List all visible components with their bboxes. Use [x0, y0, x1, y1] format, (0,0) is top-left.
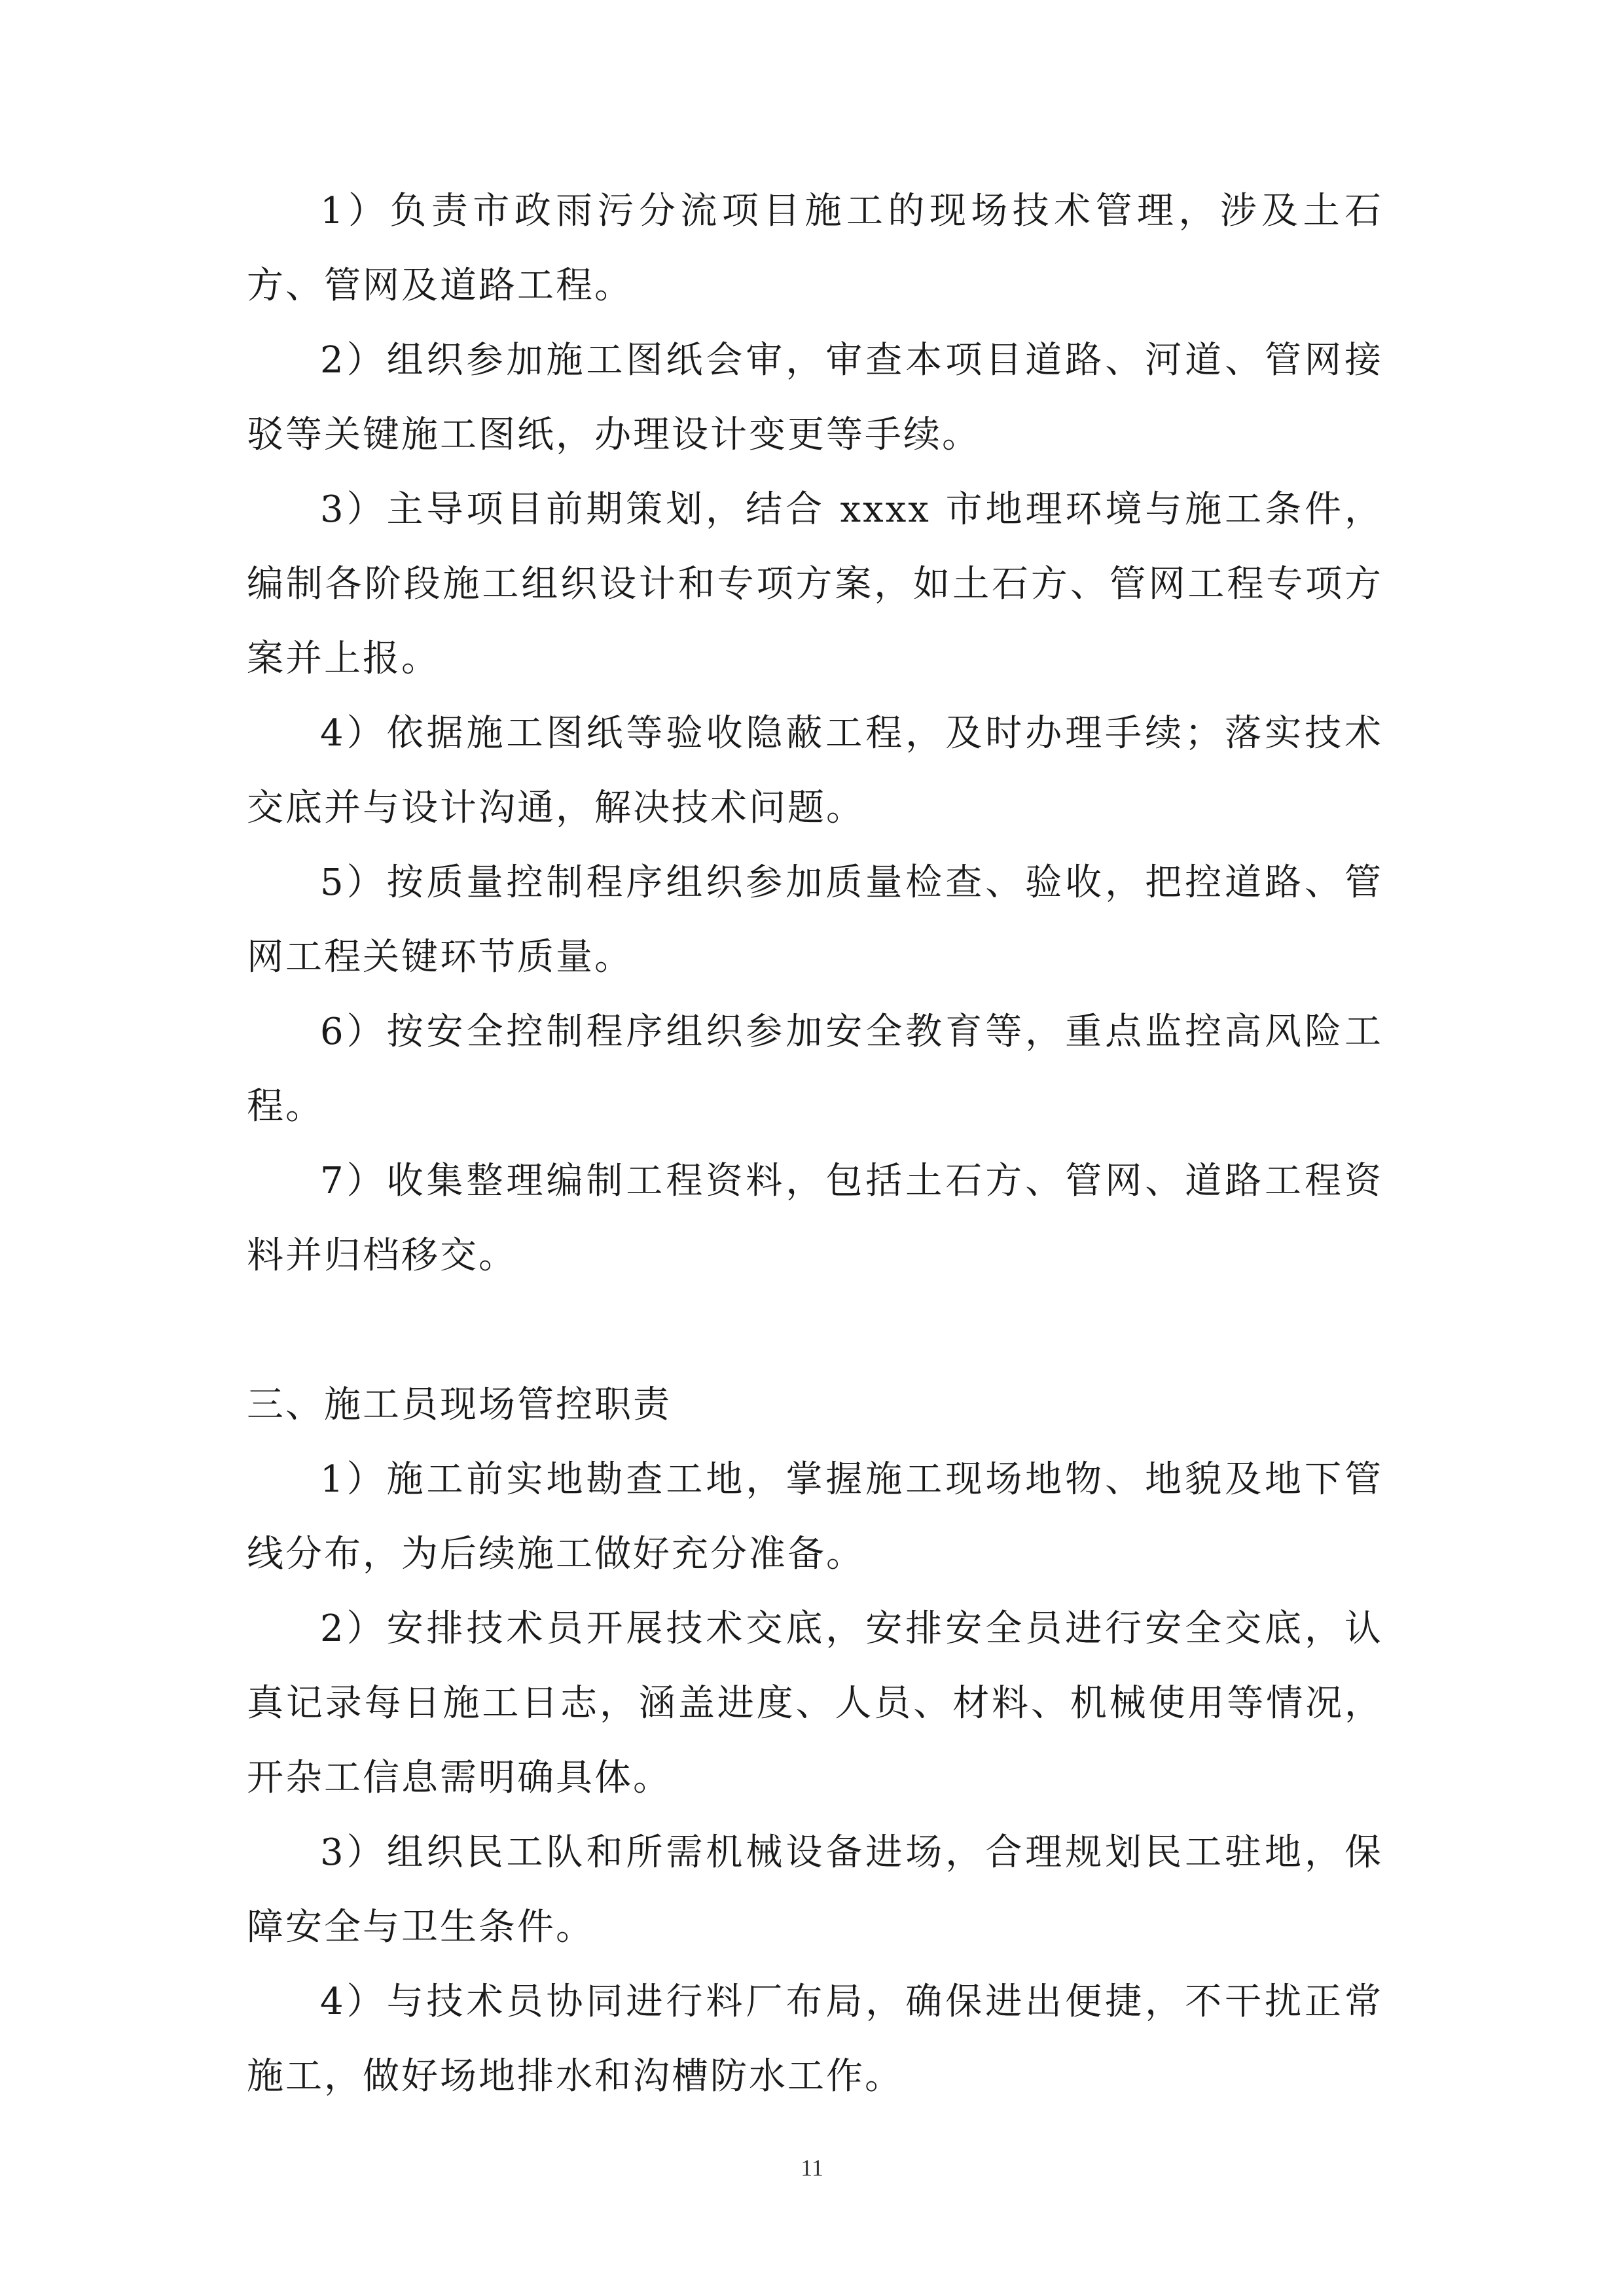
section-heading: 三、施工员现场管控职责: [247, 1384, 672, 1426]
paragraph-tech-duty-1: 1）负责市政雨污分流项目施工的现场技术管理，涉及土石方、管网及道路工程。: [247, 190, 1383, 307]
paragraph-tech-duty-3: 3）主导项目前期策划，结合 xxxx 市地理环境与施工条件，编制各阶段施工组织设计和专项方案，如土石方、管网工程专项方案并上报。: [247, 488, 1383, 680]
paragraph-site-duty-1: 1）施工前实地勘查工地，掌握施工现场地物、地貌及地下管线分布，为后续施工做好充分准备。: [247, 1458, 1383, 1575]
paragraph-tech-duty-6: 6）按安全控制程序组织参加安全教育等，重点监控高风险工程。: [247, 1011, 1383, 1128]
document-body: [247, 174, 1383, 2114]
paragraph-tech-duty-2: 2）组织参加施工图纸会审，审查本项目道路、河道、管网接驳等关键施工图纸，办理设计变更等手续。: [247, 339, 1383, 456]
page-number: 11: [801, 2155, 823, 2181]
paragraph-site-duty-4: 4）与技术员协同进行料厂布局，确保进出便捷，不干扰正常施工，做好场地排水和沟槽防水工作。: [247, 1981, 1383, 2098]
paragraph-tech-duty-5: 5）按质量控制程序组织参加质量检查、验收，把控道路、管网工程关键环节质量。: [247, 861, 1383, 978]
paragraph-site-duty-3: 3）组织民工队和所需机械设备进场，合理规划民工驻地，保障安全与卫生条件。: [247, 1831, 1383, 1948]
paragraph-tech-duty-4: 4）依据施工图纸等验收隐蔽工程，及时办理手续；落实技术交底并与设计沟通，解决技术问题。: [247, 712, 1383, 829]
paragraph-tech-duty-7: 7）收集整理编制工程资料，包括土石方、管网、道路工程资料并归档移交。: [247, 1160, 1383, 1277]
paragraph-site-duty-2: 2）安排技术员开展技术交底，安排安全员进行安全交底，认真记录每日施工日志，涵盖进度、人员、材料、机械使用等情况，开杂工信息需明确具体。: [247, 1607, 1383, 1799]
